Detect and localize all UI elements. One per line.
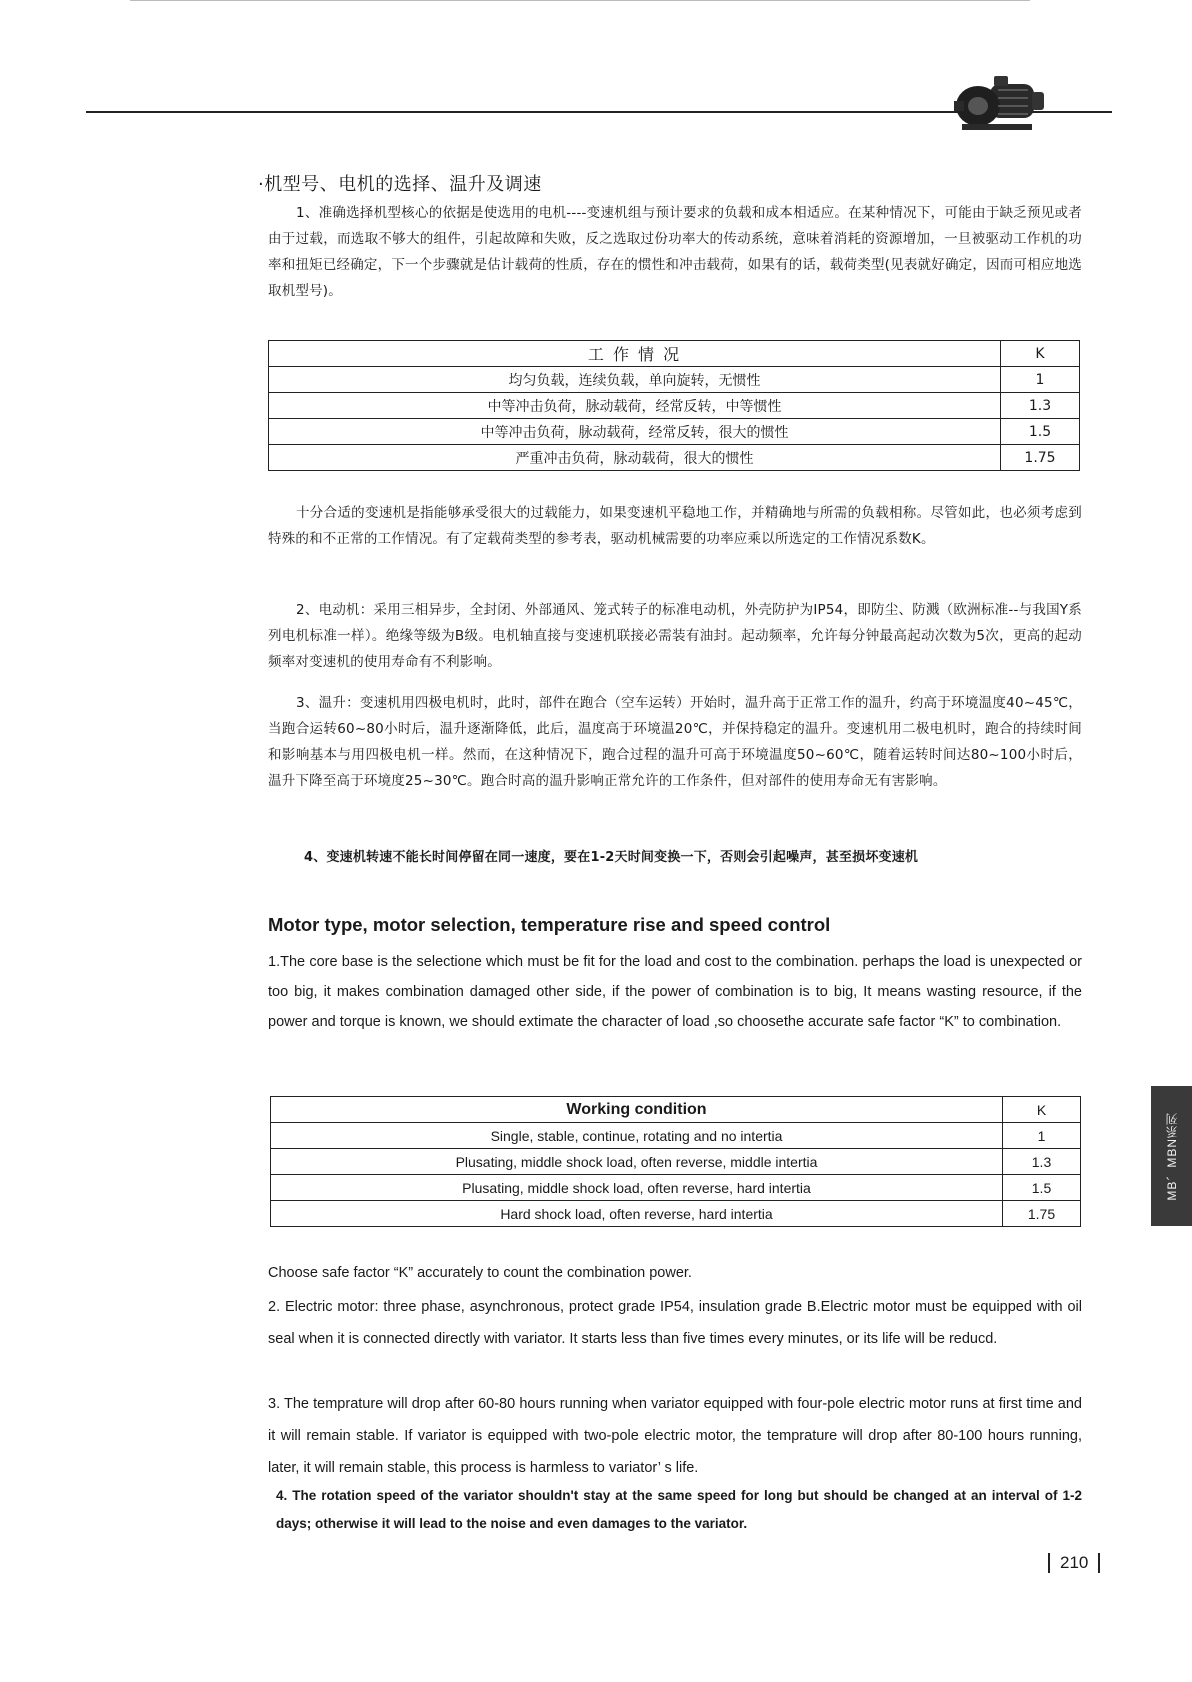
condition-cell: Hard shock load, often reverse, hard intertia bbox=[271, 1201, 1003, 1227]
page-number-value: 210 bbox=[1060, 1553, 1089, 1572]
table-row bbox=[271, 1149, 1081, 1175]
cn-paragraph-5: 4、变速机转速不能长时间停留在同一速度，要在1-2天时间变换一下，否则会引起噪声，甚至损坏变速机 bbox=[304, 850, 919, 865]
condition-cell: 中等冲击负荷，脉动载荷，经常反转，中等惯性 bbox=[269, 393, 1001, 419]
k-cell: 1.75 bbox=[1001, 445, 1080, 471]
cn-paragraph-1: 1、准确选择机型核心的依据是使选用的电机----变速机组与预计要求的负载和成本相适应。在某种情况下，可能由于缺乏预见或者由于过载，而选取不够大的组件，引起故障和失败，反之选取过份功率大的传动系统，意味着消耗的资源增加，一旦被驱动工作机的功率和扭矩已经确定，下一个步骤就是估计载荷的性质，存在的惯性和冲击载荷，如果有的话，载荷类型(见表就好确定，因而可相应地选取机型号)。 bbox=[268, 205, 1082, 299]
cn-paragraph-3: 2、电动机：采用三相异步，全封闭、外部通风、笼式转子的标准电动机，外壳防护为IP54，即防尘、防溅（欧洲标准--与我国Y系列电机标准一样）。绝缘等级为B级。电机轴直接与变速机联接必需装有油封。起动频率，允许每分钟最高起动次数为5次，更高的起动频率对变速机的使用寿命有不利影响。 bbox=[268, 602, 1082, 670]
cn-paragraph-2: 十分合适的变速机是指能够承受很大的过载能力，如果变速机平稳地工作，并精确地与所需的负载相称。尽管如此，也必须考虑到特殊的和不正常的工作情况。有了定载荷类型的参考表，驱动机械需要的功率应乘以所选定的工作情况系数K。 bbox=[268, 505, 1082, 547]
cn-table-header-condition: 工 作 情 况 bbox=[269, 341, 1001, 367]
k-cell: 1.3 bbox=[1001, 393, 1080, 419]
en-table-header-k: K bbox=[1003, 1097, 1081, 1123]
scan-edge-line bbox=[130, 0, 1030, 1]
gear-motor-icon bbox=[948, 68, 1048, 138]
k-cell: 1.5 bbox=[1003, 1175, 1081, 1201]
page-number bbox=[1038, 1553, 1110, 1573]
condition-cell: 均匀负载，连续负载，单向旋转，无惯性 bbox=[269, 367, 1001, 393]
en-table-header-condition: Working condition bbox=[271, 1097, 1003, 1123]
cn-k-factor-table bbox=[268, 340, 1080, 471]
en-paragraph-5: 4. The rotation speed of the variator shouldn't stay at the same speed for long but should be changed at an interval of 1-2 days; otherwise it will lead to the noise and even damages to the variator. bbox=[276, 1488, 1082, 1531]
cn-table-header-k: K bbox=[1001, 341, 1080, 367]
page-number-divider bbox=[1098, 1553, 1100, 1573]
k-cell: 1.5 bbox=[1001, 419, 1080, 445]
table-row bbox=[269, 419, 1080, 445]
condition-cell: 中等冲击负荷，脉动载荷，经常反转，很大的惯性 bbox=[269, 419, 1001, 445]
table-row bbox=[269, 445, 1080, 471]
series-side-tab bbox=[1151, 1086, 1192, 1226]
condition-cell: 严重冲击负荷，脉动载荷，很大的惯性 bbox=[269, 445, 1001, 471]
k-cell: 1 bbox=[1001, 367, 1080, 393]
page-number-divider bbox=[1048, 1553, 1050, 1573]
k-cell: 1 bbox=[1003, 1123, 1081, 1149]
condition-cell: Plusating, middle shock load, often reverse, middle intertia bbox=[271, 1149, 1003, 1175]
condition-cell: Plusating, middle shock load, often reverse, hard intertia bbox=[271, 1175, 1003, 1201]
cn-paragraph-4: 3、温升：变速机用四极电机时，此时，部件在跑合（空车运转）开始时，温升高于正常工作的温升，约高于环境温度40~45℃，当跑合运转60~80小时后，温升逐渐降低，此后，温度高于环境温20℃，并保持稳定的温升。变速机用二极电机时，跑合的持续时间和影响基本与用四极电机一样。然而，在这种情况下，跑合过程的温升可高于环境温度50~60℃，随着运转时间达80~100小时后，温升下降至高于环境度25~30℃。跑合时高的温升影响正常允许的工作条件，但对部件的使用寿命无有害影响。 bbox=[268, 695, 1082, 789]
en-section-heading: Motor type, motor selection, temperature rise and speed control bbox=[268, 914, 831, 935]
k-cell: 1.75 bbox=[1003, 1201, 1081, 1227]
en-paragraph-4: 3. The temprature will drop after 60-80 hours running when variator equipped with four-pole electric motor runs at first time and it will remain stable. If variator is equipped with two-pole electric motor, the temprature will drop after 80-100 hours running, later, it will remain stable, this process is harmless to variator’ s life. bbox=[268, 1396, 1082, 1476]
condition-cell: Single, stable, continue, rotating and no intertia bbox=[271, 1123, 1003, 1149]
en-k-factor-table bbox=[270, 1096, 1081, 1227]
cn-section-heading: ·机型号、电机的选择、温升及调速 bbox=[258, 174, 542, 195]
k-cell: 1.3 bbox=[1003, 1149, 1081, 1175]
en-paragraph-1: 1.The core base is the selectione which must be fit for the load and cost to the combination. perhaps the load is unexpected or too big, it makes combination damaged other side, if the power of combination is to big, It means wasting resource, if the power and torque is known, we should extimate the character of load ,so choosethe accurate safe factor “K” to combination. bbox=[268, 954, 1082, 1030]
table-row bbox=[269, 393, 1080, 419]
table-row bbox=[269, 367, 1080, 393]
series-side-tab-label: MB、MBN系列 bbox=[1165, 1111, 1179, 1201]
en-paragraph-2: Choose safe factor “K” accurately to count the combination power. bbox=[268, 1265, 692, 1281]
table-row bbox=[271, 1123, 1081, 1149]
en-paragraph-3: 2. Electric motor: three phase, asynchronous, protect grade IP54, insulation grade B.Electric motor must be equipped with oil seal when it is connected directly with variator. It starts less than five times every minutes, or its life will be reducd. bbox=[268, 1299, 1082, 1347]
table-row bbox=[271, 1201, 1081, 1227]
table-row bbox=[271, 1175, 1081, 1201]
